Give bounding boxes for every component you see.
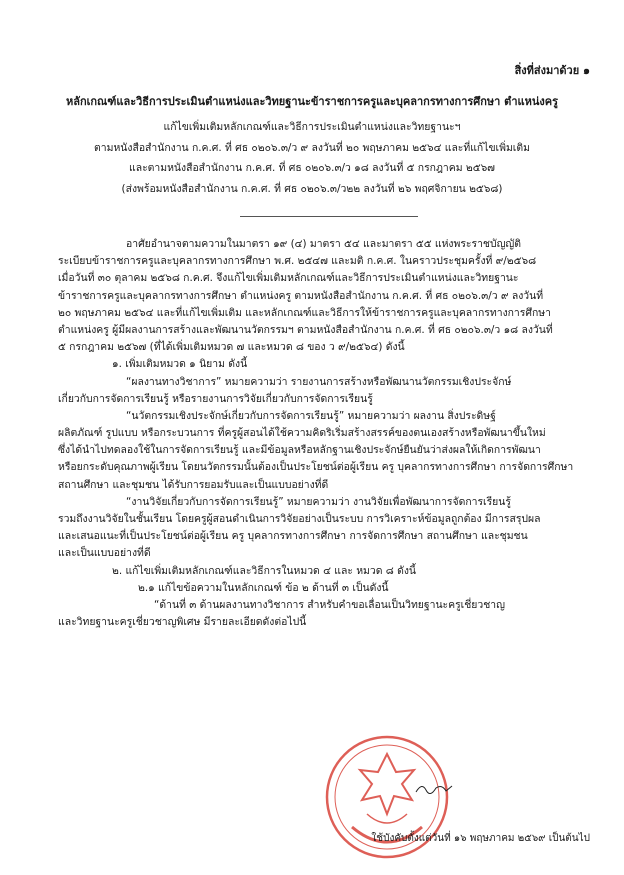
- body-line: ๒. แก้ไขเพิ่มเติมหลักเกณฑ์และวิธีการในหมวด ๔ และ หมวด ๘ ดังนี้: [112, 564, 417, 577]
- body-line: “นวัตกรรมเชิงประจักษ์เกี่ยวกับการจัดการเรียนรู้” หมายความว่า ผลงาน สิ่งประดิษฐ์: [126, 409, 496, 422]
- body-line: เมื่อวันที่ ๓๐ ตุลาคม ๒๕๖๘ ก.ค.ศ. จึงแก้ไขเพิ่มเติมหลักเกณฑ์และวิธีการประเมินตำแหน่งและวิทยฐานะ: [58, 272, 519, 285]
- body-line: ผลิตภัณฑ์ รูปแบบ หรือกระบวนการ ที่ครูผู้สอนได้ใช้ความคิดริเริ่มสร้างสรรค์ของตนเองสร้างหรือพัฒนาขึ้นใหม่: [58, 427, 546, 440]
- body-line: ๕ กรกฎาคม ๒๕๖๗ (ที่ได้เพิ่มเติมหมวด ๗ และหมวด ๘ ของ ว ๙/๒๕๖๔) ดังนี้: [58, 341, 405, 354]
- subtitle-line: (ส่งพร้อมหนังสือสำนักงาน ก.ค.ศ. ที่ ศธ ๐๒๐๖.๓/ว๒๒ ลงวันที่ ๒๖ พฤศจิกายน ๒๕๖๘): [121, 183, 503, 195]
- body-line: “งานวิจัยเกี่ยวกับการจัดการเรียนรู้” หมายความว่า งานวิจัยเพื่อพัฒนาการจัดการเรียนรู้: [126, 495, 511, 508]
- body-line: เกี่ยวกับการจัดการเรียนรู้ หรือรายงานการวิจัยเกี่ยวกับการจัดการเรียนรู้: [58, 392, 373, 405]
- effective-date-footer: ใช้บังคับตั้งแต่วันที่ ๑๖ พฤษภาคม ๒๕๖๙ เป็นต้นไป: [371, 832, 590, 844]
- body-line: ระเบียบข้าราชการครูและบุคลากรทางการศึกษา พ.ศ. ๒๕๔๗ และมติ ก.ค.ศ. ในคราวประชุมครั้งที่ ๙/๒๕๖๘: [58, 255, 537, 268]
- attachment-label: สิ่งที่ส่งมาด้วย ๑: [514, 64, 590, 77]
- body-line: อาศัยอำนาจตามความในมาตรา ๑๙ (๔) มาตรา ๕๔ และมาตรา ๕๕ แห่งพระราชบัญญัติ: [126, 238, 522, 250]
- signature-mark: [414, 780, 454, 796]
- subtitle-line: ตามหนังสือสำนักงาน ก.ค.ศ. ที่ ศธ ๐๒๐๖.๓/ว ๙ ลงวันที่ ๒๐ พฤษภาคม ๒๕๖๔ และที่แก้ไขเพิ่มเติม: [94, 142, 530, 154]
- subtitle-line: แก้ไขเพิ่มเติมหลักเกณฑ์และวิธีการประเมินตำแหน่งและวิทยฐานะฯ: [163, 121, 461, 133]
- body-line: และวิทยฐานะครูเชี่ยวชาญพิเศษ มีรายละเอียดดังต่อไปนี้: [58, 616, 307, 629]
- body-line: ตำแหน่งครู ผู้มีผลงานการสร้างและพัฒนานวัตกรรมฯ ตามหนังสือสำนักงาน ก.ค.ศ. ที่ ศธ ๐๒๐๖.๓/ว ๑๘ ลงวันที่: [58, 323, 553, 336]
- subtitle-line: และตามหนังสือสำนักงาน ก.ค.ศ. ที่ ศธ ๐๒๐๖.๓/ว ๑๘ ลงวันที่ ๕ กรกฎาคม ๒๕๖๗: [129, 162, 495, 174]
- body-line: หรือยกระดับคุณภาพผู้เรียน โดยนวัตกรรมนั้นต้องเป็นประโยชน์ต่อผู้เรียน ครู บุคลากรทางการศึกษา การจัดการศึกษา: [58, 461, 574, 474]
- separator-rule: [240, 216, 418, 217]
- document-body: [58, 236, 578, 631]
- body-line: ซึ่งได้นำไปทดลองใช้ในการจัดการเรียนรู้ และมีข้อมูลหรือหลักฐานเชิงประจักษ์ยืนยันว่าส่งผลให้เกิดการพัฒนา: [58, 444, 541, 457]
- body-line: สถานศึกษา และชุมชน ได้รับการยอมรับและเป็นแบบอย่างที่ดี: [58, 478, 329, 491]
- body-line: ข้าราชการครูและบุคลากรทางการศึกษา ตำแหน่งครู ตามหนังสือสำนักงาน ก.ค.ศ. ที่ ศธ ๐๒๐๖.๓/ว ๙ ลงวันที่: [58, 289, 544, 302]
- body-line: ๒.๑ แก้ไขข้อความในหลักเกณฑ์ ข้อ ๒ ด้านที่ ๓ เป็นดังนี้: [138, 581, 389, 594]
- body-line: รวมถึงงานวิจัยในชั้นเรียน โดยครูผู้สอนดำเนินการวิจัยอย่างเป็นระบบ การวิเคราะห์ข้อมูลถูกต้อง มีการสรุปผล: [58, 513, 541, 525]
- body-line: “ด้านที่ ๓ ด้านผลงานทางวิชาการ สำหรับคำขอเลื่อนเป็นวิทยฐานะครูเชี่ยวชาญ: [154, 598, 505, 611]
- body-line: “ผลงานทางวิชาการ” หมายความว่า รายงานการสร้างหรือพัฒนานวัตกรรมเชิงประจักษ์: [126, 375, 512, 388]
- document-title: หลักเกณฑ์และวิธีการประเมินตำแหน่งและวิทยฐานะข้าราชการครูและบุคลากรทางการศึกษา ตำแหน่งครู: [65, 95, 559, 108]
- body-line: และเป็นแบบอย่างที่ดี: [58, 547, 151, 560]
- body-line: ๑. เพิ่มเติมหมวด ๑ นิยาม ดังนี้: [112, 358, 248, 371]
- body-line: และเสนอแนะที่เป็นประโยชน์ต่อผู้เรียน ครู บุคลากรทางการศึกษา การจัดการศึกษา สถานศึกษา และชุมชน: [58, 530, 528, 543]
- body-line: ๒๐ พฤษภาคม ๒๕๖๔ และที่แก้ไขเพิ่มเติม และหลักเกณฑ์และวิธีการให้ข้าราชการครูและบุคลากรทางการศึกษา: [58, 306, 551, 319]
